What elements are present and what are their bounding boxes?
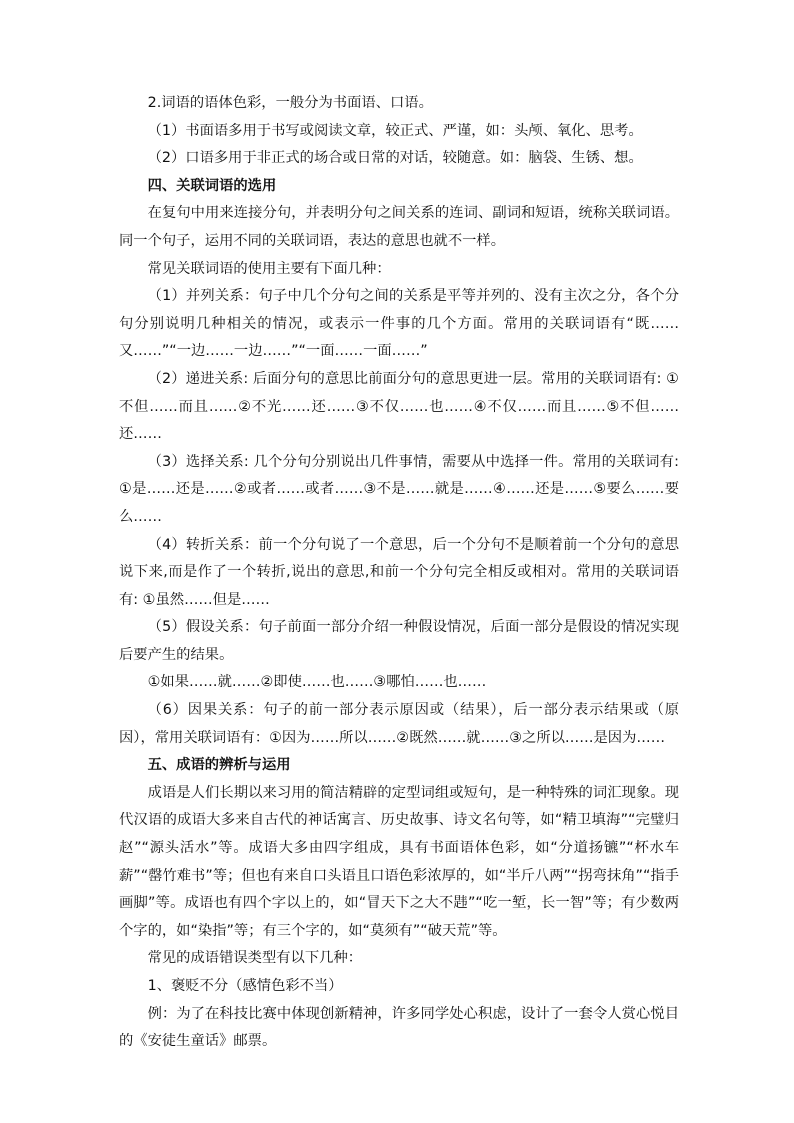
document-body — [119, 90, 679, 1056]
section-heading-conjunctions: 四、关联词语的选用 — [147, 177, 277, 194]
paragraph-adversative-relation: （4）转折关系：前一个分句说了一个意思，后一个分句不是顺着前一个分句的意思说下来,而是作了一个转折,说出的意思,和前一个分句完全相反或相对。常用的关联词语有: ①虽然……但是…… — [119, 536, 679, 608]
paragraph-spoken-language: （2）口语多用于非正式的场合或日常的对话，较随意。如：脑袋、生锈、想。 — [147, 150, 643, 167]
paragraph-register-intro: 2.词语的语体色彩，一般分为书面语、口语。 — [147, 95, 433, 111]
paragraph-alternative-relation: （3）选择关系: 几个分句分别说出几件事情，需要从中选择一件。常用的关联词有: ①是……还是……②或者……或者……③不是……就是……④……还是……⑤要么……要么…… — [119, 453, 679, 525]
paragraph-written-language: （1）书面语多用于书写或阅读文章，较正式、严谨，如：头颅、氧化、思考。 — [147, 122, 643, 139]
section-heading-idioms: 五、成语的辨析与运用 — [147, 757, 291, 774]
paragraph-causal-relation: （6）因果关系：句子的前一部分表示原因或（结果），后一部分表示结果或（原因），常用关联词语有：①因为……所以……②既然……就……③之所以……是因为…… — [119, 702, 679, 746]
paragraph-idioms-definition: 成语是人们长期以来习用的简洁精辟的定型词组或短句，是一种特殊的词汇现象。现代汉语的成语大多来自古代的神话寓言、历史故事、诗文名句等，如“精卫填海”“完璧归赵”“源头活水”等。成语大多由四字组成，具有书面语体色彩，如“分道扬镳”“杯水车薪”“罄竹难书”等；但也有来自口头语且口语色彩浓厚的，如“半斤八两”“拐弯抹角”“指手画脚”等。成语也有四个字以上的，如“冒天下之大不韪”“吃一堑，长一智”等；有少数两个字的，如“染指”等；有三个字的，如“莫须有”“破天荒”等。 — [119, 784, 679, 939]
paragraph-idiom-errors-intro: 常见的成语错误类型有以下几种： — [147, 950, 363, 967]
paragraph-hypothetical-relation: （5）假设关系：句子前面一部分介绍一种假设情况，后面一部分是假设的情况实现后要产生的结果。 — [119, 619, 679, 663]
paragraph-parallel-relation: （1）并列关系：句子中几个分句之间的关系是平等并列的、没有主次之分，各个分句分别说明几种相关的情况，或表示一件事的几个方面。常用的关联词语有“既……又……”“一边……一边……”“一面……一面……” — [119, 288, 679, 360]
paragraph-hypothetical-examples: ①如果……就……②即使……也……③哪怕……也…… — [147, 674, 487, 691]
paragraph-progressive-relation: （2）递进关系: 后面分句的意思比前面分句的意思更进一层。常用的关联词语有: ①不但……而且……②不光……还……③不仅……也……④不仅……而且……⑤不但……还…… — [119, 370, 679, 443]
paragraph-idiom-error-example: 例：为了在科技比赛中体现创新精神，许多同学处心积虑，设计了一套令人赏心悦目的《安徒生童话》邮票。 — [119, 1005, 679, 1050]
paragraph-conjunctions-types-intro: 常见关联词语的使用主要有下面几种： — [147, 260, 391, 277]
paragraph-conjunctions-definition: 在复句中用来连接分句，并表明分句之间关系的连词、副词和短语，统称关联词语。同一个句子，运用不同的关联词语，表达的意思也就不一样。 — [119, 205, 679, 249]
paragraph-idiom-error-type-1: 1、褒贬不分（感情色彩不当） — [147, 978, 343, 994]
